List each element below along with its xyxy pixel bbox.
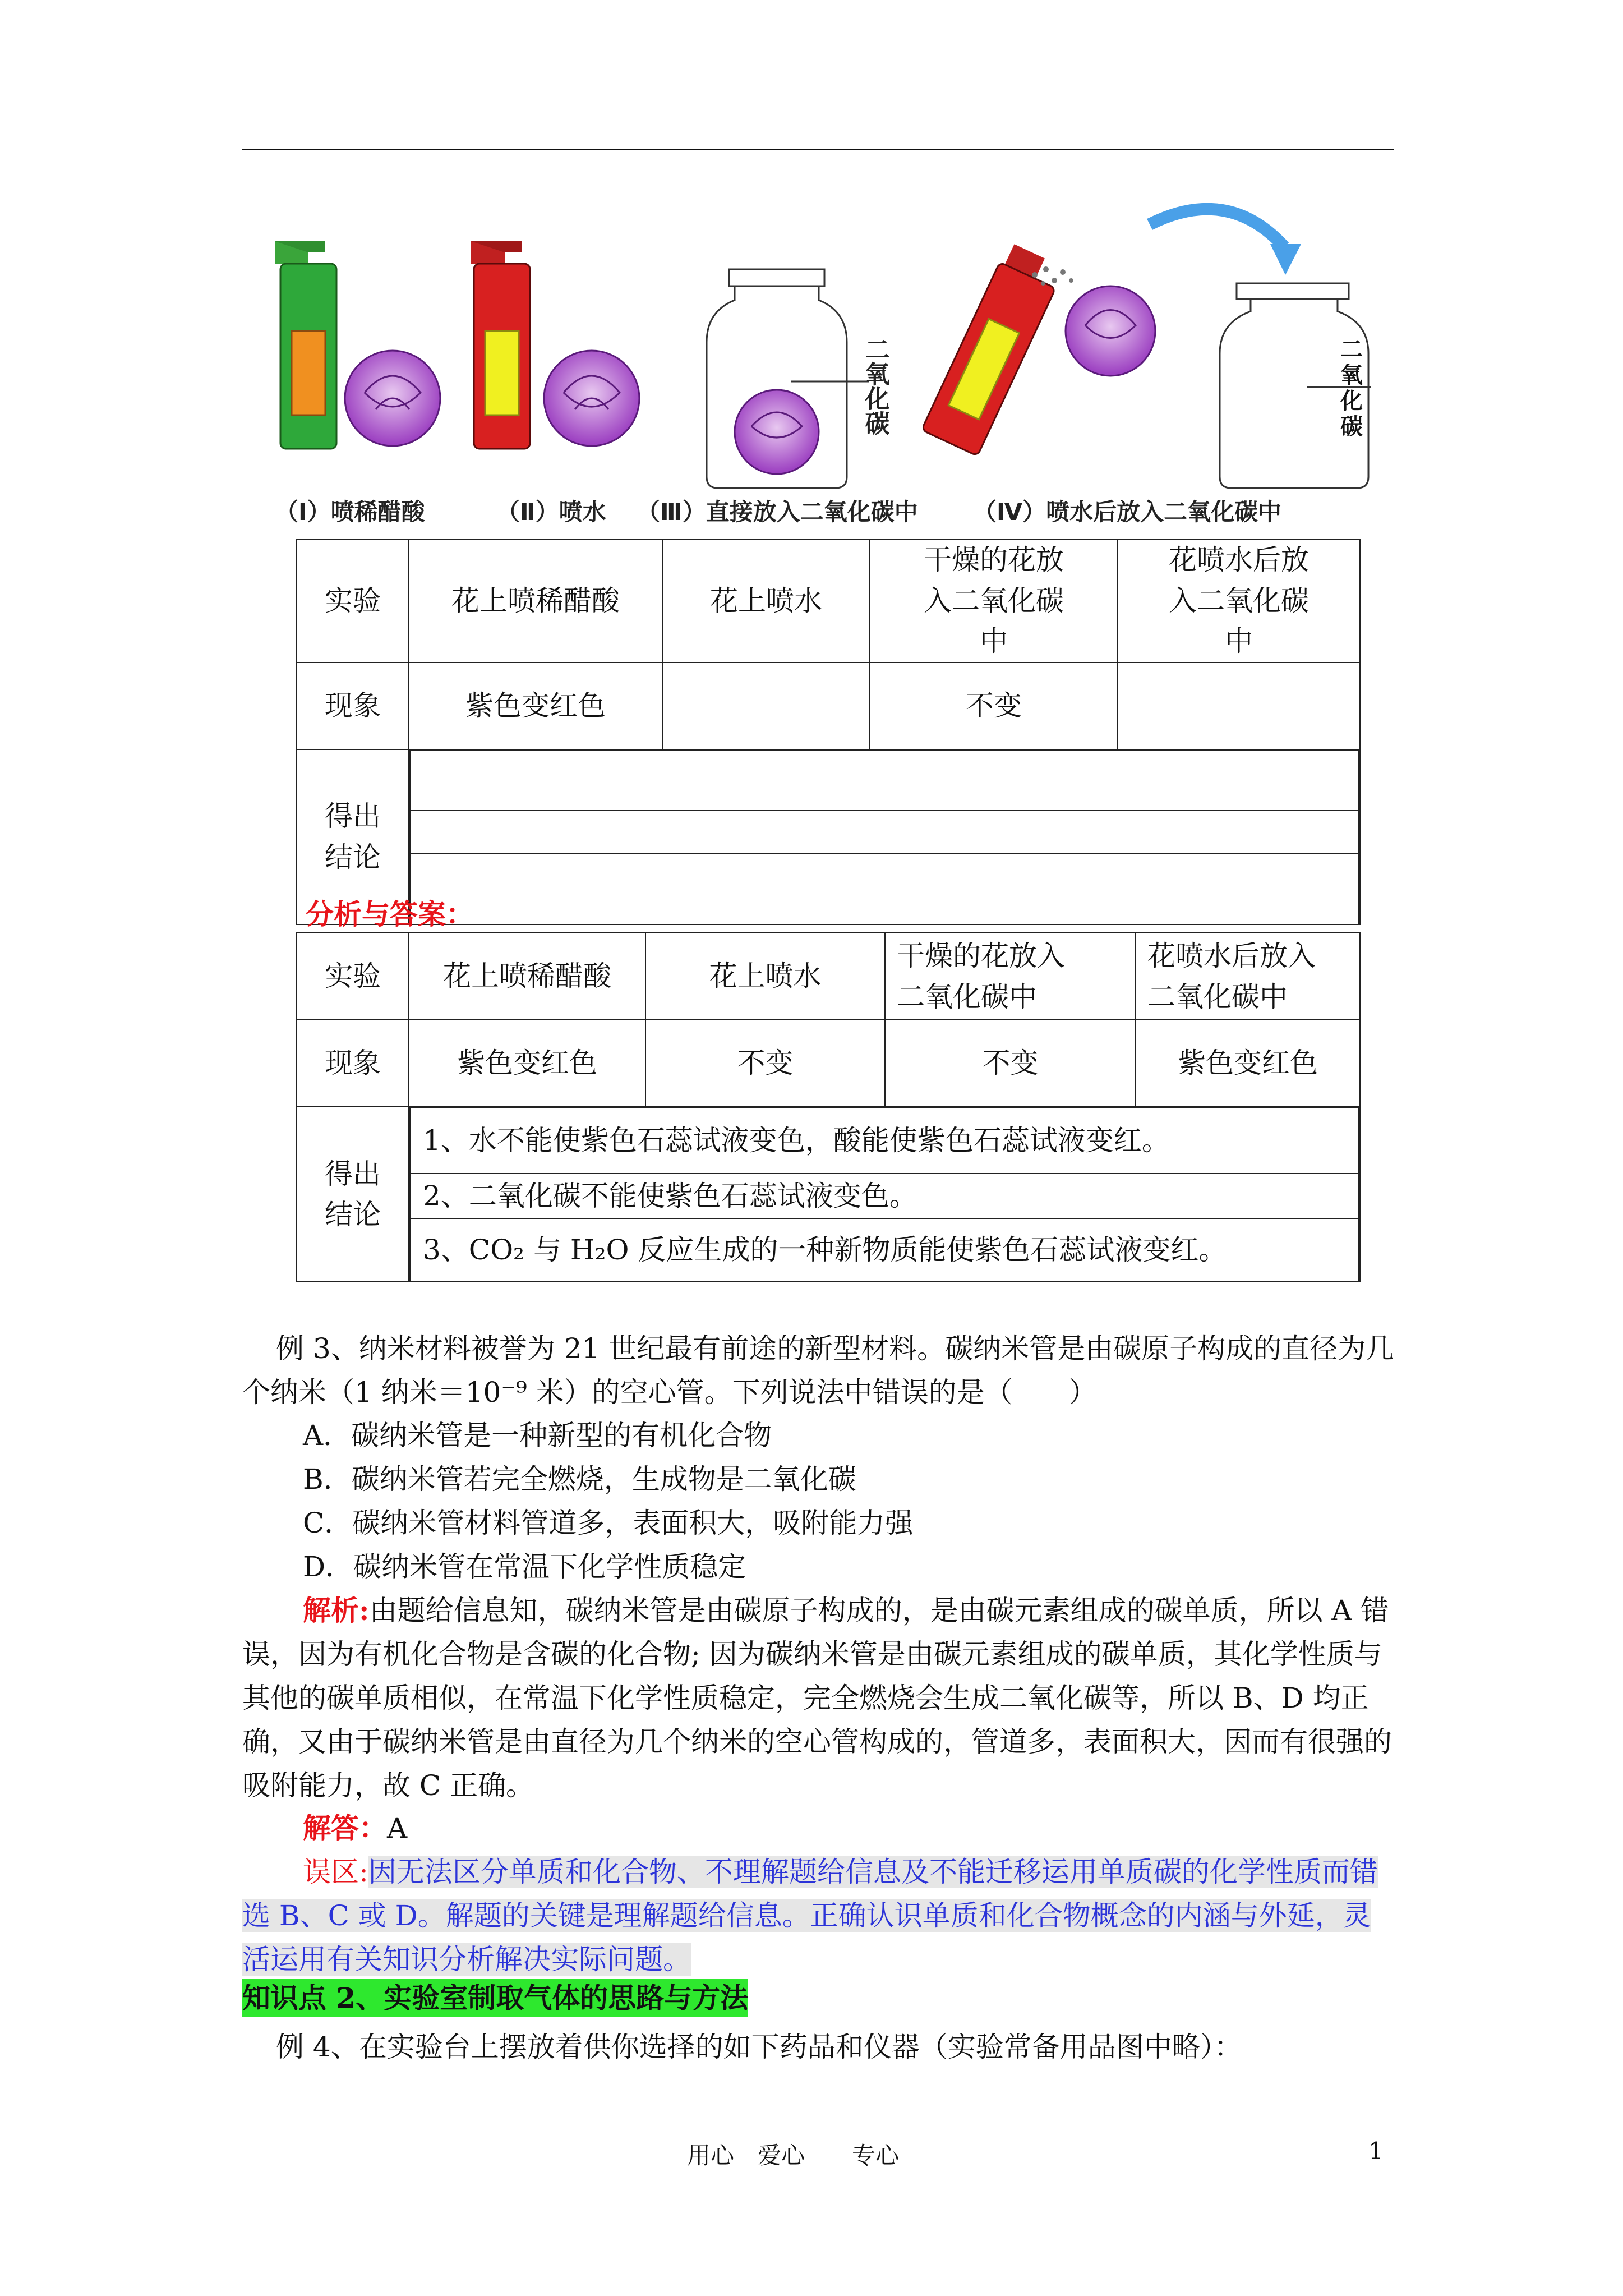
example4-stem: 例 4、在实验台上摆放着供你选择的如下药品和仪器（实验常备用品图中略）： xyxy=(276,2031,1242,2063)
analysis-paragraph xyxy=(242,1589,1394,1807)
table-cell: 不变 xyxy=(885,1020,1136,1107)
rose-icon xyxy=(1066,286,1155,376)
table-header-cell: 花上喷水 xyxy=(662,539,870,662)
knowledge-point-heading: 知识点 2、实验室制取气体的思路与方法 xyxy=(242,1979,748,2017)
figure-caption-4: （Ⅳ）喷水后放入二氧化碳中 xyxy=(973,498,1282,526)
header-rule xyxy=(242,149,1394,150)
conclusion-area xyxy=(409,749,1360,924)
table-header-cell: 花上喷水 xyxy=(645,933,885,1020)
table-header-cell: 干燥的花放入二氧化碳中 xyxy=(885,933,1136,1020)
experiment-table xyxy=(296,539,1361,925)
experiment-illustration xyxy=(264,191,1374,505)
table-cell: 现象 xyxy=(297,662,409,749)
analysis-label: 解析: xyxy=(303,1594,370,1627)
answer-value: A xyxy=(387,1812,408,1844)
experiment-figure xyxy=(264,191,1374,539)
conclusion-line: 3、CO₂ 与 H₂O 反应生成的一种新物质能使紫色石蕊试液变红。 xyxy=(410,1218,1359,1281)
spray-bottle-tilted-icon xyxy=(921,242,1065,456)
table-cell: 得出结论 xyxy=(297,1107,409,1282)
gas-jar-icon xyxy=(707,269,869,488)
rose-icon xyxy=(544,351,639,446)
table-cell xyxy=(1118,662,1360,749)
table-cell: 不变 xyxy=(645,1020,885,1107)
answer-heading: 分析与答案： xyxy=(306,898,474,931)
answer-table xyxy=(296,932,1361,1282)
table-header-cell: 实验 xyxy=(297,933,409,1020)
blank-line xyxy=(410,854,1359,924)
table-cell: 紫色变红色 xyxy=(409,1020,645,1107)
answer-line xyxy=(303,1806,407,1850)
table-header-cell: 花上喷稀醋酸 xyxy=(409,539,662,662)
table-header-cell: 花喷水后放入二氧化碳中 xyxy=(1118,539,1360,662)
mistake-paragraph xyxy=(242,1850,1394,1981)
table-header-cell: 花喷水后放入二氧化碳中 xyxy=(1136,933,1360,1020)
table-header-cell: 干燥的花放入二氧化碳中 xyxy=(870,539,1118,662)
figure-caption-1: （Ⅰ）喷稀醋酸 xyxy=(275,498,425,526)
table-header-cell: 实验 xyxy=(297,539,409,662)
analysis-text: 由题给信息知，碳纳米管是由碳原子构成的，是由碳元素组成的碳单质，所以 A 错误，因为有机化合物是含碳的化合物; 因为碳纳米管是由碳元素组成的碳单质，其化学性质与其他的碳单质相似，在常温下化学性质稳定，完全燃烧会生成二氧化碳等，所以 B、D 均正确，又由于碳纳米管是由直径为几个纳米的空心管构成的，管道多，表面积大，因而有很强的吸附能力，故 C 正确。 xyxy=(242,1594,1392,1802)
spray-bottle-green-icon xyxy=(275,241,336,449)
table-cell xyxy=(662,662,870,749)
option-c: C．碳纳米管材料管道多，表面积大，吸附能力强 xyxy=(303,1507,914,1539)
rose-icon xyxy=(345,351,440,446)
table-cell: 不变 xyxy=(870,662,1118,749)
table-cell: 紫色变红色 xyxy=(409,662,662,749)
vertical-label-2: 二氧化碳 xyxy=(1340,337,1363,440)
conclusion-line: 2、二氧化碳不能使紫色石蕊试液变色。 xyxy=(410,1174,1359,1218)
example3-stem: 例 3、纳米材料被誉为 21 世纪最有前途的新型材料。碳纳米管是由碳原子构成的直径为几个纳米（1 纳米＝10⁻⁹ 米）的空心管。下列说法中错误的是（ ） xyxy=(242,1332,1394,1409)
conclusion-line: 1、水不能使紫色石蕊试液变色，酸能使紫色石蕊试液变红。 xyxy=(410,1108,1359,1174)
table-cell: 得出结论 xyxy=(297,749,409,924)
spray-bottle-red-icon xyxy=(471,241,530,449)
table-cell: 现象 xyxy=(297,1020,409,1107)
page-number: 1 xyxy=(1368,2137,1384,2165)
figure-caption-2: （Ⅱ）喷水 xyxy=(496,498,606,526)
answer-label: 解答： xyxy=(303,1811,387,1844)
option-b: B．碳纳米管若完全燃烧，生成物是二氧化碳 xyxy=(303,1463,856,1496)
figure-caption-3: （Ⅲ）直接放入二氧化碳中 xyxy=(637,498,918,526)
option-a: A．碳纳米管是一种新型的有机化合物 xyxy=(303,1419,772,1452)
blank-line xyxy=(410,811,1359,854)
mistake-label: 误区: xyxy=(303,1856,368,1888)
blank-line xyxy=(410,751,1359,811)
mistake-text: 因无法区分单质和化合物、不理解题给信息及不能迁移运用单质碳的化学性质而错选 B、C 或 D。解题的关键是理解题给信息。正确认识单质和化合物概念的内涵与外延，灵活运用有关知识分析解决实际问题。 xyxy=(242,1856,1378,1976)
footer-text: 用心 爱心 专心 xyxy=(687,2142,900,2169)
table-cell: 紫色变红色 xyxy=(1136,1020,1360,1107)
option-d: D．碳纳米管在常温下化学性质稳定 xyxy=(303,1550,746,1583)
curved-arrow-icon xyxy=(1150,209,1301,275)
table-header-cell: 花上喷稀醋酸 xyxy=(409,933,645,1020)
conclusion-area xyxy=(409,1107,1360,1282)
vertical-label-1: 二氧化碳 xyxy=(860,337,889,435)
